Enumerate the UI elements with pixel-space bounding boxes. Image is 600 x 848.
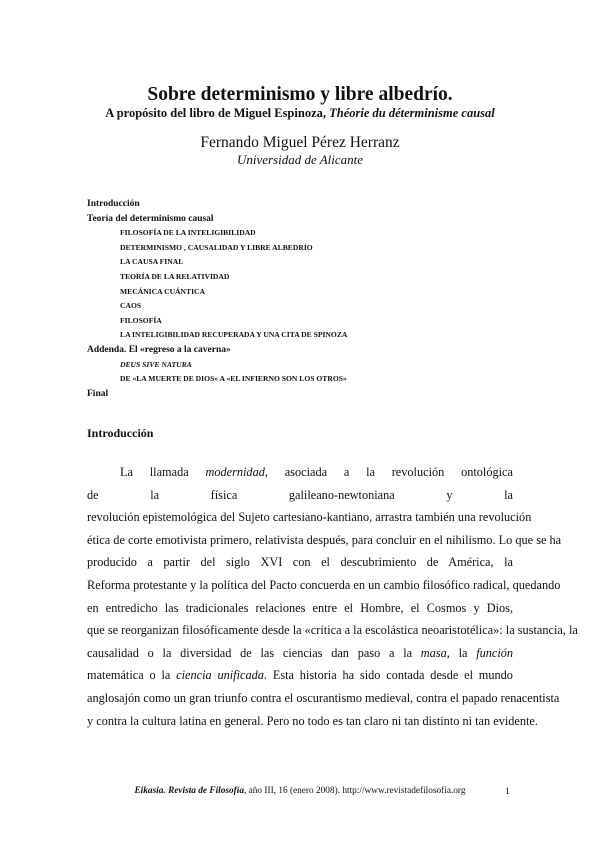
subtitle-prefix: A propósito del libro de Miguel Espinoza, [105, 106, 330, 120]
emphasized-term: unificada [217, 668, 264, 683]
emphasized-term: masa [420, 645, 447, 660]
paragraph-line: revolución epistemológica del Sujeto cartesiano-kantiano, arrastra también una revolución [87, 510, 532, 525]
emphasized-term: modernidad [205, 465, 265, 479]
emphasized-term: ciencia [176, 668, 212, 683]
toc-subitem: FILOSOFÍA DE LA INTELIGIBILIDAD [120, 228, 256, 238]
toc-item: Introducción [87, 199, 140, 209]
paper-subtitle [0, 106, 600, 121]
paragraph-line: en entredicho las tradicionales relaciones entre el Hombre, el Cosmos y Dios, [87, 600, 514, 615]
body-paragraph [87, 461, 578, 732]
page-footer [0, 786, 600, 796]
author-affiliation: Universidad de Alicante [236, 152, 364, 167]
paragraph-line: y contra la cultura latina en general. Pero no todo es tan claro ni tan distinto ni tan evidente. [87, 713, 538, 728]
emphasized-term: función [476, 645, 514, 660]
toc-item: Addenda. El «regreso a la caverna» [87, 344, 231, 355]
paragraph-line: que se reorganizan filosóficamente desde la «crítica a la escolástica neoaristotélica»: la sustancia, la [87, 623, 578, 638]
footer-citation: , año III, 16 (enero 2008). http://www.revistadefilosofia.org [243, 786, 466, 796]
paper-title: Sobre determinismo y libre albedrío. [147, 84, 453, 105]
section-heading: Introducción [87, 426, 154, 440]
table-of-contents [87, 197, 527, 401]
paragraph-line: causalidad o la diversidad de las ciencias dan paso a la masa, la función [87, 645, 514, 660]
paragraph-line: Reforma protestante y la política del Pacto concuerda en un cambio filosófico radical, quedando [87, 577, 561, 592]
toc-item: Teoría del determinismo causal [87, 213, 214, 224]
paragraph-line: de la física galileano-newtoniana y la [87, 487, 513, 502]
paragraph-line: La llamada modernidad, asociada a la revolución ontológica [120, 465, 513, 479]
toc-subitem: LA CAUSA FINAL [120, 257, 184, 267]
page-number: 1 [505, 787, 510, 797]
toc-item: Final [87, 388, 109, 399]
paragraph-line: ética de corte emotivista primero, relativista después, para concluir en el nihilismo. Lo que se ha [87, 532, 562, 547]
toc-subitem: MECÁNICA CUÁNTICA [120, 286, 206, 296]
author-name: Fernando Miguel Pérez Herranz [200, 134, 400, 151]
footer-journal: Eikasia. Revista de Filosofía [134, 786, 244, 796]
toc-subitem: LA INTELIGIBILIDAD RECUPERADA Y UNA CITA DE SPINOZA [120, 330, 348, 340]
paragraph-line: producido a partir del siglo XVI con el descubrimiento de América, la [87, 555, 513, 570]
toc-subitem: FILOSOFÍA [120, 315, 162, 325]
toc-subitem: TEORÍA DE LA RELATIVIDAD [120, 271, 230, 281]
toc-subitem: CAOS [120, 301, 142, 311]
toc-subitem: DE «LA MUERTE DE DIOS» A «EL INFIERNO SON LOS OTROS» [120, 374, 347, 384]
paragraph-line: anglosajón como un gran triunfo contra el oscurantismo medieval, contra el papado renacentista [87, 690, 560, 705]
subtitle-book-title: Théorie du déterminisme causal [329, 106, 495, 120]
toc-subitem: DETERMINISMO , CAUSALIDAD Y LIBRE ALBEDRÍO [120, 242, 313, 252]
paragraph-line: matemática o la ciencia unificada. Esta historia ha sido contada desde el mundo [87, 668, 513, 683]
toc-subitem: DEUS SIVE NATURA [120, 359, 192, 369]
